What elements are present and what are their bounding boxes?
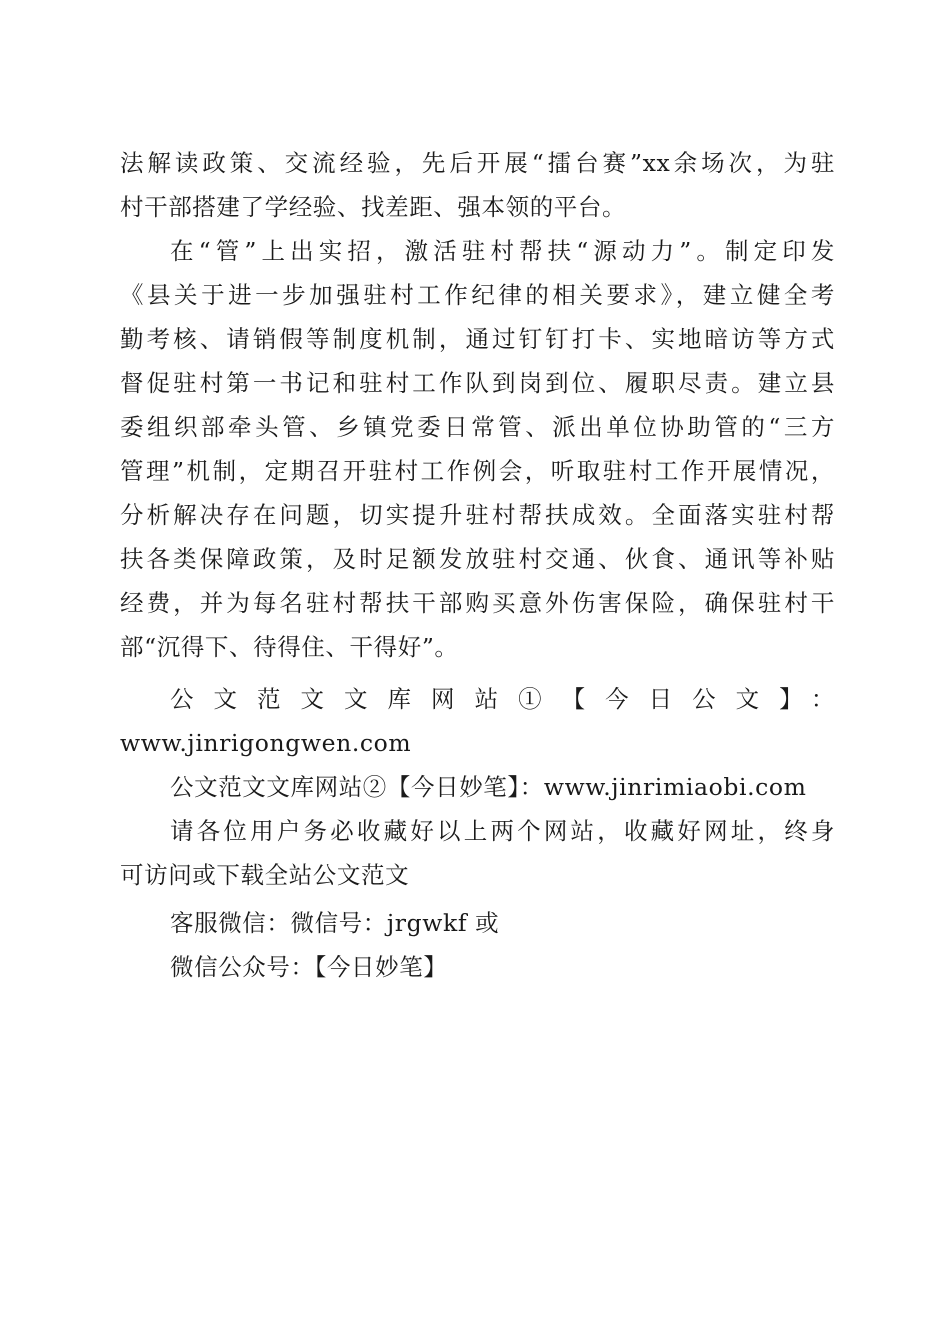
paragraph-2-line-8: 扶各类保障政策，及时足额发放驻村交通、伙食、通讯等补贴 bbox=[120, 545, 835, 573]
notice-line-2: 可访问或下载全站公文范文 bbox=[120, 861, 410, 889]
paragraph-2-line-1: 在“管”上出实招，激活驻村帮扶“源动力”。制定印发 bbox=[170, 237, 835, 265]
paragraph-2-line-5: 委组织部牵头管、乡镇党委日常管、派出单位协助管的“三方 bbox=[120, 413, 835, 441]
service-wechat: 客服微信：微信号：jrgwkf 或 bbox=[170, 909, 500, 937]
paragraph-2-line-7: 分析解决存在问题，切实提升驻村帮扶成效。全面落实驻村帮 bbox=[120, 501, 835, 529]
paragraph-2-line-9: 经费，并为每名驻村帮扶干部购买意外伤害保险，确保驻村干 bbox=[120, 589, 835, 617]
paragraph-2-line-6: 管理”机制，定期召开驻村工作例会，听取驻村工作开展情况， bbox=[120, 457, 835, 485]
paragraph-1-line-1: 法解读政策、交流经验，先后开展“擂台赛”xx余场次，为驻 bbox=[120, 149, 835, 177]
site-2-line: 公文范文文库网站②【今日妙笔】：www.jinrimiaobi.com bbox=[170, 773, 807, 801]
site-1-label: 公文范文文库网站①【今日公文】： bbox=[170, 685, 835, 713]
paragraph-2-line-10: 部“沉得下、待得住、干得好”。 bbox=[120, 633, 459, 661]
paragraph-2-line-4: 督促驻村第一书记和驻村工作队到岗到位、履职尽责。建立县 bbox=[120, 369, 835, 397]
wechat-account: 微信公众号：【今日妙笔】 bbox=[170, 953, 448, 981]
paragraph-2-line-2: 《县关于进一步加强驻村工作纪律的相关要求》，建立健全考 bbox=[120, 281, 835, 309]
notice-line-1: 请各位用户务必收藏好以上两个网站，收藏好网址，终身 bbox=[170, 817, 835, 845]
paragraph-1-line-2: 村干部搭建了学经验、找差距、强本领的平台。 bbox=[120, 193, 627, 221]
site-1-url: www.jinrigongwen.com bbox=[120, 729, 412, 757]
paragraph-2-line-3: 勤考核、请销假等制度机制，通过钉钉打卡、实地暗访等方式 bbox=[120, 325, 835, 353]
